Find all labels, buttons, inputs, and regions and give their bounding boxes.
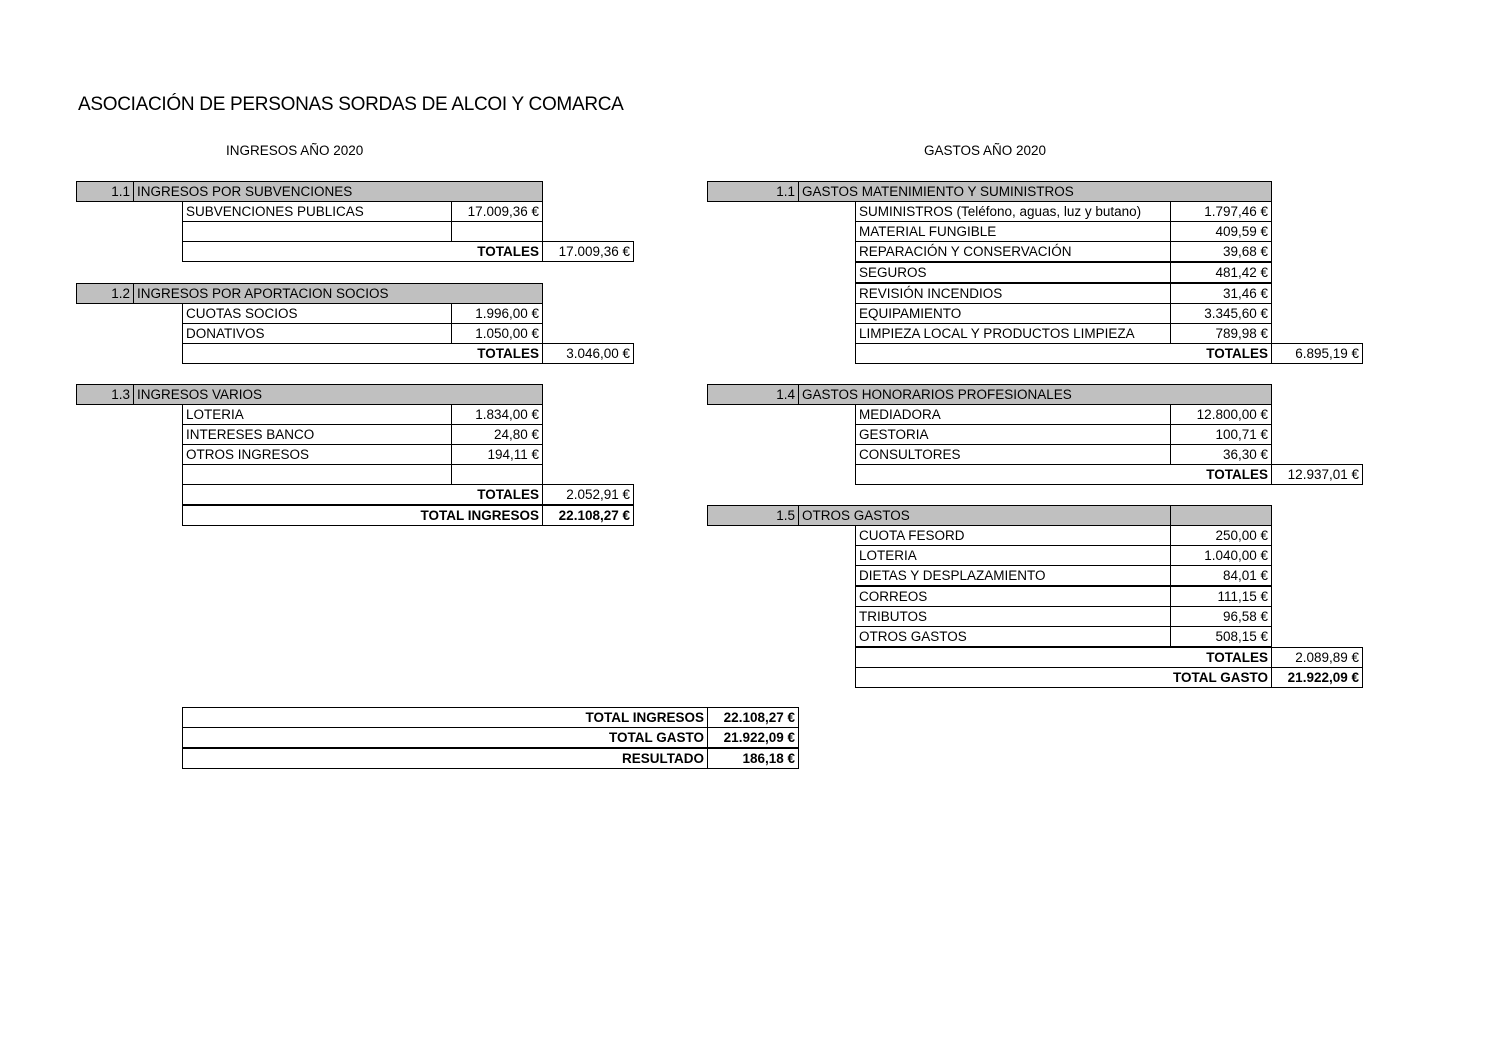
- item-value: 39,68 €: [1170, 241, 1272, 262]
- summary-value: 186,18 €: [707, 748, 799, 769]
- item-value: 84,01 €: [1170, 565, 1272, 586]
- item-label: MATERIAL FUNGIBLE: [855, 221, 1171, 242]
- item-value: 36,30 €: [1170, 444, 1272, 465]
- section-label: GASTOS MATENIMIENTO Y SUMINISTROS: [798, 181, 1272, 202]
- item-label: REVISIÓN INCENDIOS: [855, 283, 1171, 304]
- item-label: SEGUROS: [855, 262, 1171, 283]
- section-label: INGRESOS POR SUBVENCIONES: [133, 181, 543, 202]
- item-label: DIETAS Y DESPLAZAMIENTO: [855, 565, 1171, 586]
- total-gasto-value: 21.922,09 €: [1271, 667, 1363, 688]
- totals-value: 3.046,00 €: [542, 343, 634, 364]
- item-value: 1.050,00 €: [451, 323, 543, 344]
- ingresos-heading: INGRESOS AÑO 2020: [226, 143, 364, 158]
- totals-label: TOTALES: [855, 464, 1272, 485]
- total-gasto-label: TOTAL GASTO: [855, 667, 1272, 688]
- totals-label: TOTALES: [182, 343, 543, 364]
- item-label: CONSULTORES: [855, 444, 1171, 465]
- totals-value: 6.895,19 €: [1271, 343, 1363, 364]
- summary-label: RESULTADO: [182, 748, 708, 769]
- totals-label: TOTALES: [182, 484, 543, 505]
- item-value: 508,15 €: [1170, 626, 1272, 647]
- item-value: 1.834,00 €: [451, 404, 543, 425]
- item-label: OTROS GASTOS: [855, 626, 1171, 647]
- item-value: 481,42 €: [1170, 262, 1272, 283]
- section-label: INGRESOS VARIOS: [133, 384, 543, 405]
- section-header-empty-cell: [1170, 505, 1272, 526]
- item-label: LOTERIA: [855, 545, 1171, 566]
- totals-label: TOTALES: [182, 241, 543, 262]
- section-code: 1.4: [707, 384, 799, 405]
- section-code: 1.1: [707, 181, 799, 202]
- totals-value: 12.937,01 €: [1271, 464, 1363, 485]
- section-label: OTROS GASTOS: [798, 505, 1171, 526]
- item-label: [182, 464, 452, 485]
- item-value: 1.040,00 €: [1170, 545, 1272, 566]
- item-value: 96,58 €: [1170, 606, 1272, 627]
- item-label: GESTORIA: [855, 424, 1171, 445]
- item-value: 3.345,60 €: [1170, 303, 1272, 324]
- total-ingresos-value: 22.108,27 €: [542, 505, 634, 526]
- item-value: 789,98 €: [1170, 323, 1272, 344]
- item-value: 1.797,46 €: [1170, 201, 1272, 222]
- item-label: OTROS INGRESOS: [182, 444, 452, 465]
- summary-value: 22.108,27 €: [707, 707, 799, 728]
- item-label: REPARACIÓN Y CONSERVACIÓN: [855, 241, 1171, 262]
- gastos-heading: GASTOS AÑO 2020: [924, 143, 1047, 158]
- item-label: CUOTA FESORD: [855, 525, 1171, 546]
- section-code: 1.1: [76, 181, 134, 202]
- item-value: 250,00 €: [1170, 525, 1272, 546]
- page-title: ASOCIACIÓN DE PERSONAS SORDAS DE ALCOI Y COMARCA: [78, 94, 624, 115]
- item-label: SUMINISTROS (Teléfono, aguas, luz y butano): [855, 201, 1171, 222]
- item-value: [451, 221, 543, 242]
- item-label: INTERESES BANCO: [182, 424, 452, 445]
- summary-value: 21.922,09 €: [707, 727, 799, 748]
- item-value: 31,46 €: [1170, 283, 1272, 304]
- totals-value: 2.089,89 €: [1271, 647, 1363, 668]
- item-label: LOTERIA: [182, 404, 452, 425]
- item-value: 1.996,00 €: [451, 303, 543, 324]
- summary-label: TOTAL INGRESOS: [182, 707, 708, 728]
- item-label: CORREOS: [855, 586, 1171, 607]
- totals-value: 2.052,91 €: [542, 484, 634, 505]
- item-value: 100,71 €: [1170, 424, 1272, 445]
- item-label: MEDIADORA: [855, 404, 1171, 425]
- totals-value: 17.009,36 €: [542, 241, 634, 262]
- summary-label: TOTAL GASTO: [182, 727, 708, 748]
- item-value: 12.800,00 €: [1170, 404, 1272, 425]
- section-label: INGRESOS POR APORTACION SOCIOS: [133, 283, 543, 304]
- item-label: CUOTAS SOCIOS: [182, 303, 452, 324]
- section-code: 1.2: [76, 283, 134, 304]
- item-label: EQUIPAMIENTO: [855, 303, 1171, 324]
- item-value: 111,15 €: [1170, 586, 1272, 607]
- section-code: 1.5: [707, 505, 799, 526]
- item-value: [451, 464, 543, 485]
- item-label: SUBVENCIONES PUBLICAS: [182, 201, 452, 222]
- totals-label: TOTALES: [855, 343, 1272, 364]
- totals-label: TOTALES: [855, 647, 1272, 668]
- item-value: 194,11 €: [451, 444, 543, 465]
- item-value: 24,80 €: [451, 424, 543, 445]
- total-ingresos-label: TOTAL INGRESOS: [182, 505, 543, 526]
- item-value: 409,59 €: [1170, 221, 1272, 242]
- item-label: TRIBUTOS: [855, 606, 1171, 627]
- section-code: 1.3: [76, 384, 134, 405]
- item-label: DONATIVOS: [182, 323, 452, 344]
- item-value: 17.009,36 €: [451, 201, 543, 222]
- item-label: LIMPIEZA LOCAL Y PRODUCTOS LIMPIEZA: [855, 323, 1171, 344]
- section-label: GASTOS HONORARIOS PROFESIONALES: [798, 384, 1272, 405]
- item-label: [182, 221, 452, 242]
